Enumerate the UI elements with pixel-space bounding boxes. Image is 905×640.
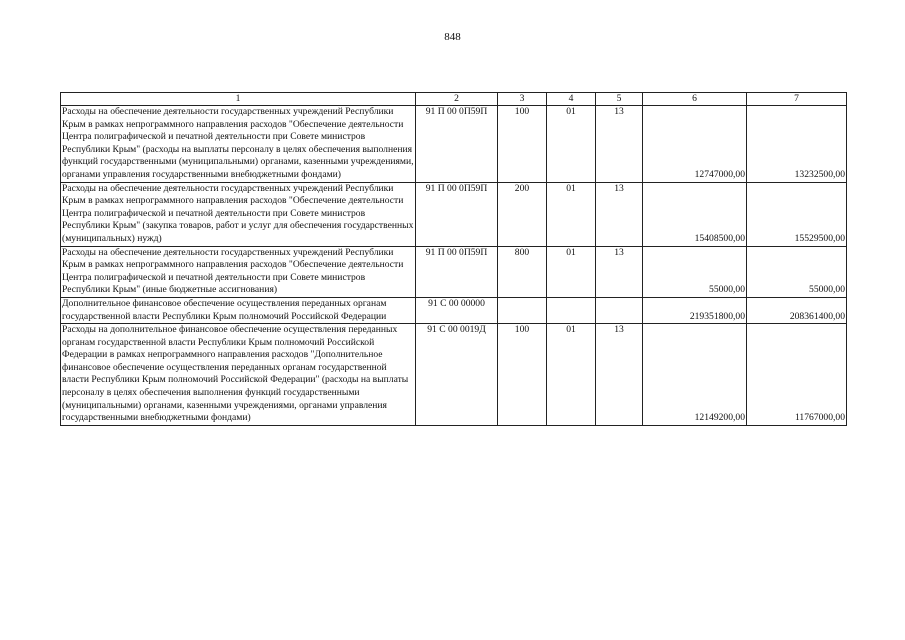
row-col-4: 01 <box>547 246 596 297</box>
header-col-6: 6 <box>643 93 747 106</box>
header-col-4: 4 <box>547 93 596 106</box>
table-row <box>61 297 847 323</box>
row-amount-6: 55000,00 <box>643 246 747 297</box>
row-amount-6: 219351800,00 <box>643 297 747 323</box>
row-code: 91 П 00 0П59П <box>416 246 498 297</box>
header-col-2: 2 <box>416 93 498 106</box>
row-amount-7: 15529500,00 <box>747 182 847 246</box>
row-name: Расходы на дополнительное финансовое обеспечение осуществления переданных органам государственной власти Республики Крым полномочий Российской Федерации в рамках непрограммного направления расходов "Дополнительное финансовое обеспечение осуществления переданных органам государственной власти Республики Крым полномочий Российской Федерации" (расходы на выплаты персоналу в целях обеспечения выполнения функций государственными (муниципальными) органами, казенными учреждениями, органами управления государственными внебюджетными фондами) <box>61 324 416 426</box>
table-row <box>61 246 847 297</box>
row-col-5: 13 <box>596 246 643 297</box>
row-amount-7: 13232500,00 <box>747 106 847 183</box>
table-row <box>61 324 847 426</box>
row-amount-6: 12747000,00 <box>643 106 747 183</box>
row-col-3: 100 <box>498 106 547 183</box>
row-amount-7: 11767000,00 <box>747 324 847 426</box>
row-name: Расходы на обеспечение деятельности государственных учреждений Республики Крым в рамках непрограммного направления расходов "Обеспечение деятельности Центра полиграфической и печатной деятельности при Совете министров Республики Крым" (закупка товаров, работ и услуг для обеспечения государственных (муниципальных) нужд) <box>61 182 416 246</box>
row-amount-6: 12149200,00 <box>643 324 747 426</box>
row-name: Расходы на обеспечение деятельности государственных учреждений Республики Крым в рамках непрограммного направления расходов "Обеспечение деятельности Центра полиграфической и печатной деятельности при Совете министров Республики Крым" (расходы на выплаты персоналу в целях обеспечения выполнения функций государственными (муниципальными) органами, казенными учреждениями, органами управления государственными внебюджетными фондами) <box>61 106 416 183</box>
header-row <box>61 93 847 106</box>
header-col-3: 3 <box>498 93 547 106</box>
row-col-4: 01 <box>547 106 596 183</box>
header-col-7: 7 <box>747 93 847 106</box>
row-col-4 <box>547 297 596 323</box>
header-col-1: 1 <box>61 93 416 106</box>
row-amount-7: 55000,00 <box>747 246 847 297</box>
row-col-5: 13 <box>596 182 643 246</box>
table-row <box>61 106 847 183</box>
row-col-4: 01 <box>547 182 596 246</box>
row-col-3: 100 <box>498 324 547 426</box>
page-number: 848 <box>444 31 461 43</box>
row-col-3: 200 <box>498 182 547 246</box>
row-col-3: 800 <box>498 246 547 297</box>
row-col-5: 13 <box>596 106 643 183</box>
row-amount-6: 15408500,00 <box>643 182 747 246</box>
budget-table <box>60 92 847 426</box>
row-col-5: 13 <box>596 324 643 426</box>
row-code: 91 П 00 0П59П <box>416 106 498 183</box>
row-col-4: 01 <box>547 324 596 426</box>
row-amount-7: 208361400,00 <box>747 297 847 323</box>
row-col-3 <box>498 297 547 323</box>
row-name: Расходы на обеспечение деятельности государственных учреждений Республики Крым в рамках непрограммного направления расходов "Обеспечение деятельности Центра полиграфической и печатной деятельности при Совете министров Республики Крым" (иные бюджетные ассигнования) <box>61 246 416 297</box>
row-code: 91 С 00 0019Д <box>416 324 498 426</box>
row-code: 91 П 00 0П59П <box>416 182 498 246</box>
table-row <box>61 182 847 246</box>
header-col-5: 5 <box>596 93 643 106</box>
row-code: 91 С 00 00000 <box>416 297 498 323</box>
row-name: Дополнительное финансовое обеспечение осуществления переданных органам государственной власти Республики Крым полномочий Российской Федерации <box>61 297 416 323</box>
row-col-5 <box>596 297 643 323</box>
